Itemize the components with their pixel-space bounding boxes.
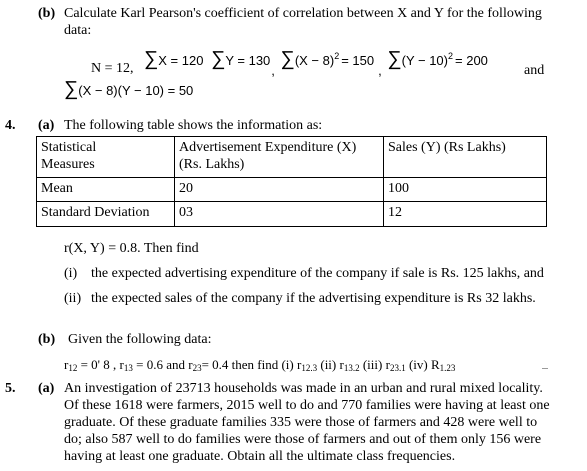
item-i-text: the expected advertising expenditure of the company if sale is Rs. 125 lakhs, and (91, 266, 544, 281)
q5-text-line: having at least one graduate. Obtain all the ultimate class frequencies. (64, 449, 456, 464)
table-row (37, 178, 547, 202)
sigma-symbol: ∑ (211, 48, 226, 70)
given-correlation: r(X, Y) = 0.8. Then find (64, 241, 199, 256)
sigma-symbol: ∑ (144, 48, 159, 70)
part-b-label: (b) (38, 6, 56, 21)
scan-mark (542, 368, 548, 369)
table-header-cell: Advertisement Expenditure (X) (Rs. Lakhs) (175, 137, 384, 178)
part-a-label: (a) (38, 381, 55, 396)
formula-n: N = 12, (91, 61, 134, 76)
item-ii-text: the expected sales of the company if the advertising expenditure is Rs 32 lakhs. (91, 291, 536, 306)
part-a-label: (a) (38, 118, 55, 133)
q5-text-line: Of these 1618 were farmers, 2015 well to do and 770 families were having at least one (64, 398, 550, 413)
question-text-cont: data: (64, 23, 92, 38)
sigma-symbol: ∑ (387, 48, 402, 70)
question-text: Calculate Karl Pearson's coefficient of correlation between X and Y for the following (64, 6, 542, 21)
partial-correlation-line: $r_{12} = 0'$ 8 , $r_{13} = 0.6$ and $r_{23}= 0.4$ then find (i) $r_{12.3}$ (ii) $r_{13.2}$ (iii) $r_{23.1}$ (iv) $R_{1.23}$ (64, 357, 456, 373)
table-header-cell: Sales (Y) (Rs Lakhs) (384, 137, 547, 178)
question-number-5: 5. (5, 381, 16, 396)
formula-line-1: ∑X = 120 ∑Y = 130, $\sum(X - 8)^2 = 150$, $\sum(Y - 10)^2 = 200$ (144, 48, 488, 78)
q5-text-line: do; also 587 well to do families were those of farmers and out of them only 156 were (64, 432, 542, 447)
formula-and: and (524, 63, 545, 78)
table-cell: 12 (384, 202, 547, 227)
q5-text-line: graduate. Of these graduate families 335 were those of farmers and 428 were well to (64, 415, 538, 430)
sigma-symbol: ∑ (280, 48, 295, 70)
table-cell: 100 (384, 178, 547, 202)
table-cell: 20 (175, 178, 384, 202)
table-header-row (37, 137, 547, 178)
info-table (36, 136, 547, 227)
formula-line-2: ∑(X − 8)(Y − 10) = 50 (64, 78, 194, 100)
table-intro: The following table shows the information as: (64, 118, 323, 133)
table-cell: Mean (37, 178, 175, 202)
item-i-number: (i) (64, 266, 78, 281)
sigma-symbol: ∑ (64, 78, 79, 100)
part-b-label: (b) (38, 332, 56, 347)
given-data-text: Given the following data: (68, 332, 212, 347)
table-row (37, 202, 547, 227)
item-ii-number: (ii) (64, 291, 82, 306)
question-number-4: 4. (5, 118, 16, 133)
table-cell: 03 (175, 202, 384, 227)
table-header-cell: Statistical Measures (37, 137, 175, 178)
table-cell: Standard Deviation (37, 202, 175, 227)
q5-text-line: An investigation of 23713 households was made in an urban and rural mixed locality. (64, 381, 543, 396)
